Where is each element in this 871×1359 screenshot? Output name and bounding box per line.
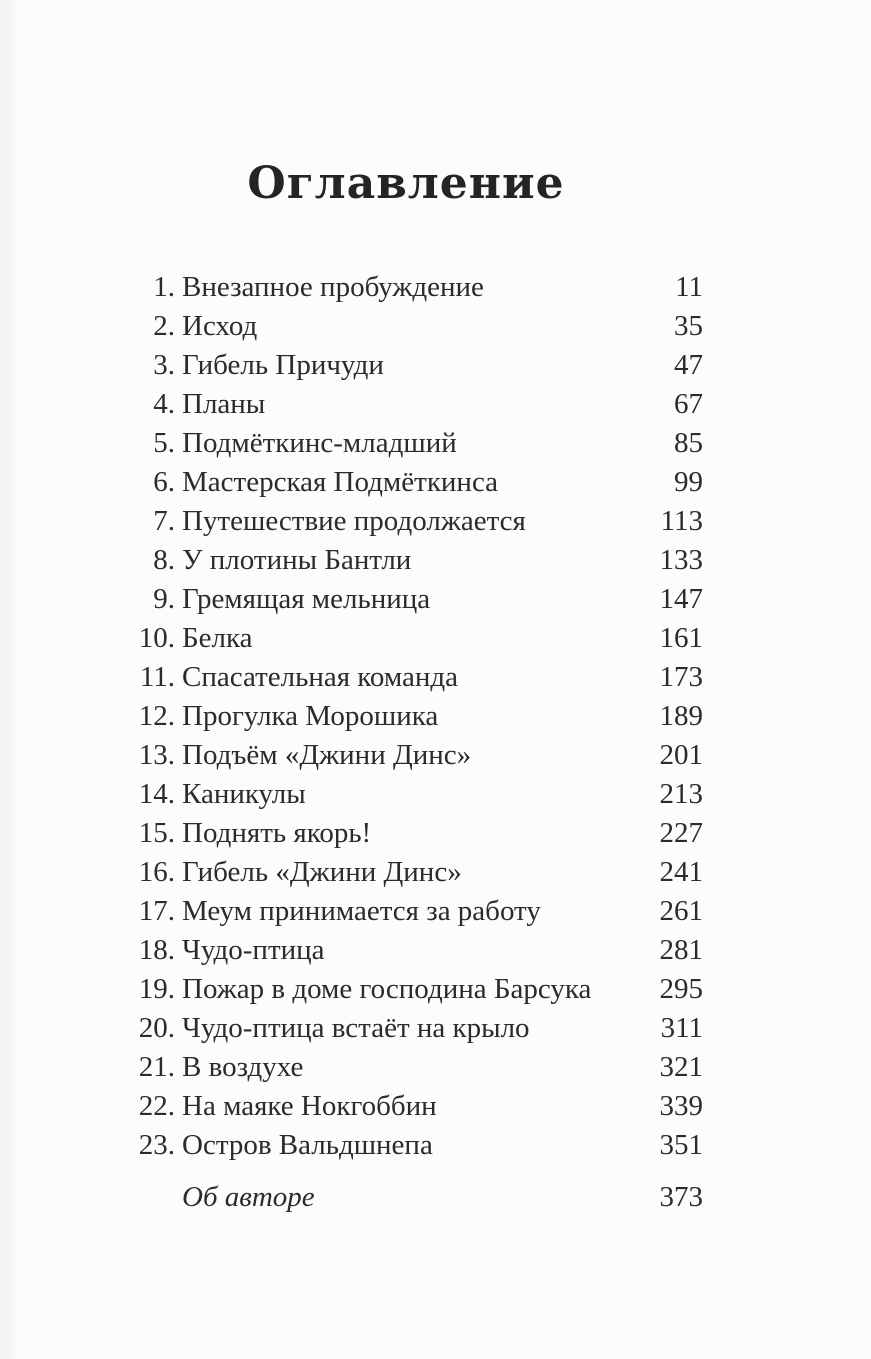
- chapter-number: 9.: [153, 583, 175, 615]
- chapter-number: 14.: [138, 778, 175, 810]
- chapter-title: Каникулы: [182, 778, 306, 810]
- chapter-number: 8.: [153, 544, 175, 576]
- page-number: 281: [659, 934, 703, 966]
- chapter-title: Гибель Причуди: [182, 349, 384, 381]
- toc-entry: [0, 1087, 871, 1126]
- toc-entry: [0, 658, 871, 697]
- page-number: 99: [674, 466, 703, 498]
- chapter-number: 17.: [138, 895, 175, 927]
- chapter-title: Чудо-птица: [182, 934, 325, 966]
- chapter-number: 19.: [138, 973, 175, 1005]
- page-number: 35: [674, 310, 703, 342]
- toc-entry: [0, 892, 871, 931]
- page-number: 351: [659, 1129, 703, 1161]
- chapter-number: 12.: [138, 700, 175, 732]
- chapter-title: Поднять якорь!: [182, 817, 372, 849]
- page-number: 161: [659, 622, 703, 654]
- table-of-contents: [0, 268, 871, 1165]
- page-number: 261: [659, 895, 703, 927]
- toc-entry: [0, 814, 871, 853]
- chapter-number: 1.: [153, 271, 175, 303]
- chapter-title: Мастерская Подмёткинса: [182, 466, 499, 498]
- chapter-number: 18.: [138, 934, 175, 966]
- chapter-number: 5.: [153, 427, 175, 459]
- chapter-number: 16.: [138, 856, 175, 888]
- toc-entry: [0, 541, 871, 580]
- toc-entry: [0, 619, 871, 658]
- chapter-number: 13.: [138, 739, 175, 771]
- chapter-number: 11.: [139, 661, 175, 693]
- chapter-title: Белка: [182, 622, 253, 654]
- toc-entry: [0, 697, 871, 736]
- chapter-number: 21.: [138, 1051, 175, 1083]
- chapter-number: 7.: [153, 505, 175, 537]
- chapter-title: Прогулка Морошика: [182, 700, 439, 732]
- chapter-title: В воздухе: [182, 1051, 304, 1083]
- toc-entry: [0, 502, 871, 541]
- about-author-page-number: 373: [659, 1181, 703, 1213]
- chapter-title: У плотины Бантли: [182, 544, 412, 576]
- page-number: 227: [659, 817, 703, 849]
- page-number: 147: [659, 583, 703, 615]
- chapter-title: Внезапное пробуждение: [182, 271, 484, 303]
- chapter-title: Пожар в доме господина Барсука: [182, 973, 592, 1005]
- toc-entry: [0, 931, 871, 970]
- chapter-number: 10.: [138, 622, 175, 654]
- chapter-title: Гремящая мельница: [182, 583, 431, 615]
- chapter-number: 6.: [153, 466, 175, 498]
- chapter-title: Исход: [182, 310, 258, 342]
- page-number: 47: [674, 349, 703, 381]
- about-author-title: Об авторе: [182, 1181, 315, 1213]
- toc-entry: [0, 463, 871, 502]
- toc-entry: [0, 1126, 871, 1165]
- page-number: 295: [659, 973, 703, 1005]
- page-number: 85: [674, 427, 703, 459]
- chapter-title: Меум принимается за работу: [182, 895, 541, 927]
- chapter-number: 2.: [153, 310, 175, 342]
- page-number: 339: [659, 1090, 703, 1122]
- toc-entry: [0, 424, 871, 463]
- page-number: 189: [659, 700, 703, 732]
- page-number: 11: [675, 271, 703, 303]
- page-number: 241: [659, 856, 703, 888]
- page-number: 213: [659, 778, 703, 810]
- page-title: Оглавление: [247, 158, 565, 209]
- toc-entry: [0, 346, 871, 385]
- page-number: 311: [660, 1012, 703, 1044]
- chapter-title: На маяке Нокгоббин: [182, 1090, 437, 1122]
- page-number: 113: [660, 505, 703, 537]
- toc-entry: [0, 385, 871, 424]
- toc-entry: [0, 1048, 871, 1087]
- page-number: 133: [659, 544, 703, 576]
- chapter-number: 20.: [138, 1012, 175, 1044]
- page-number: 67: [674, 388, 703, 420]
- page-number: 321: [659, 1051, 703, 1083]
- toc-entry: [0, 580, 871, 619]
- toc-entry-about-author: [0, 1178, 871, 1217]
- chapter-title: Гибель «Джини Динс»: [182, 856, 462, 888]
- toc-entry: [0, 268, 871, 307]
- chapter-title: Путешествие продолжается: [182, 505, 526, 537]
- chapter-number: 15.: [138, 817, 175, 849]
- chapter-title: Подъём «Джини Динс»: [182, 739, 472, 771]
- toc-entry: [0, 970, 871, 1009]
- chapter-title: Спасательная команда: [182, 661, 459, 693]
- toc-entry: [0, 307, 871, 346]
- chapter-number: 4.: [153, 388, 175, 420]
- toc-entry: [0, 1009, 871, 1048]
- toc-entry: [0, 736, 871, 775]
- toc-entry: [0, 853, 871, 892]
- chapter-title: Подмёткинс-младший: [182, 427, 457, 459]
- page-number: 173: [659, 661, 703, 693]
- chapter-number: 22.: [138, 1090, 175, 1122]
- chapter-number: 3.: [153, 349, 175, 381]
- chapter-title: Остров Вальдшнепа: [182, 1129, 433, 1161]
- page-number: 201: [659, 739, 703, 771]
- chapter-title: Планы: [182, 388, 266, 420]
- chapter-title: Чудо-птица встаёт на крыло: [182, 1012, 530, 1044]
- toc-entry: [0, 775, 871, 814]
- chapter-number: 23.: [138, 1129, 175, 1161]
